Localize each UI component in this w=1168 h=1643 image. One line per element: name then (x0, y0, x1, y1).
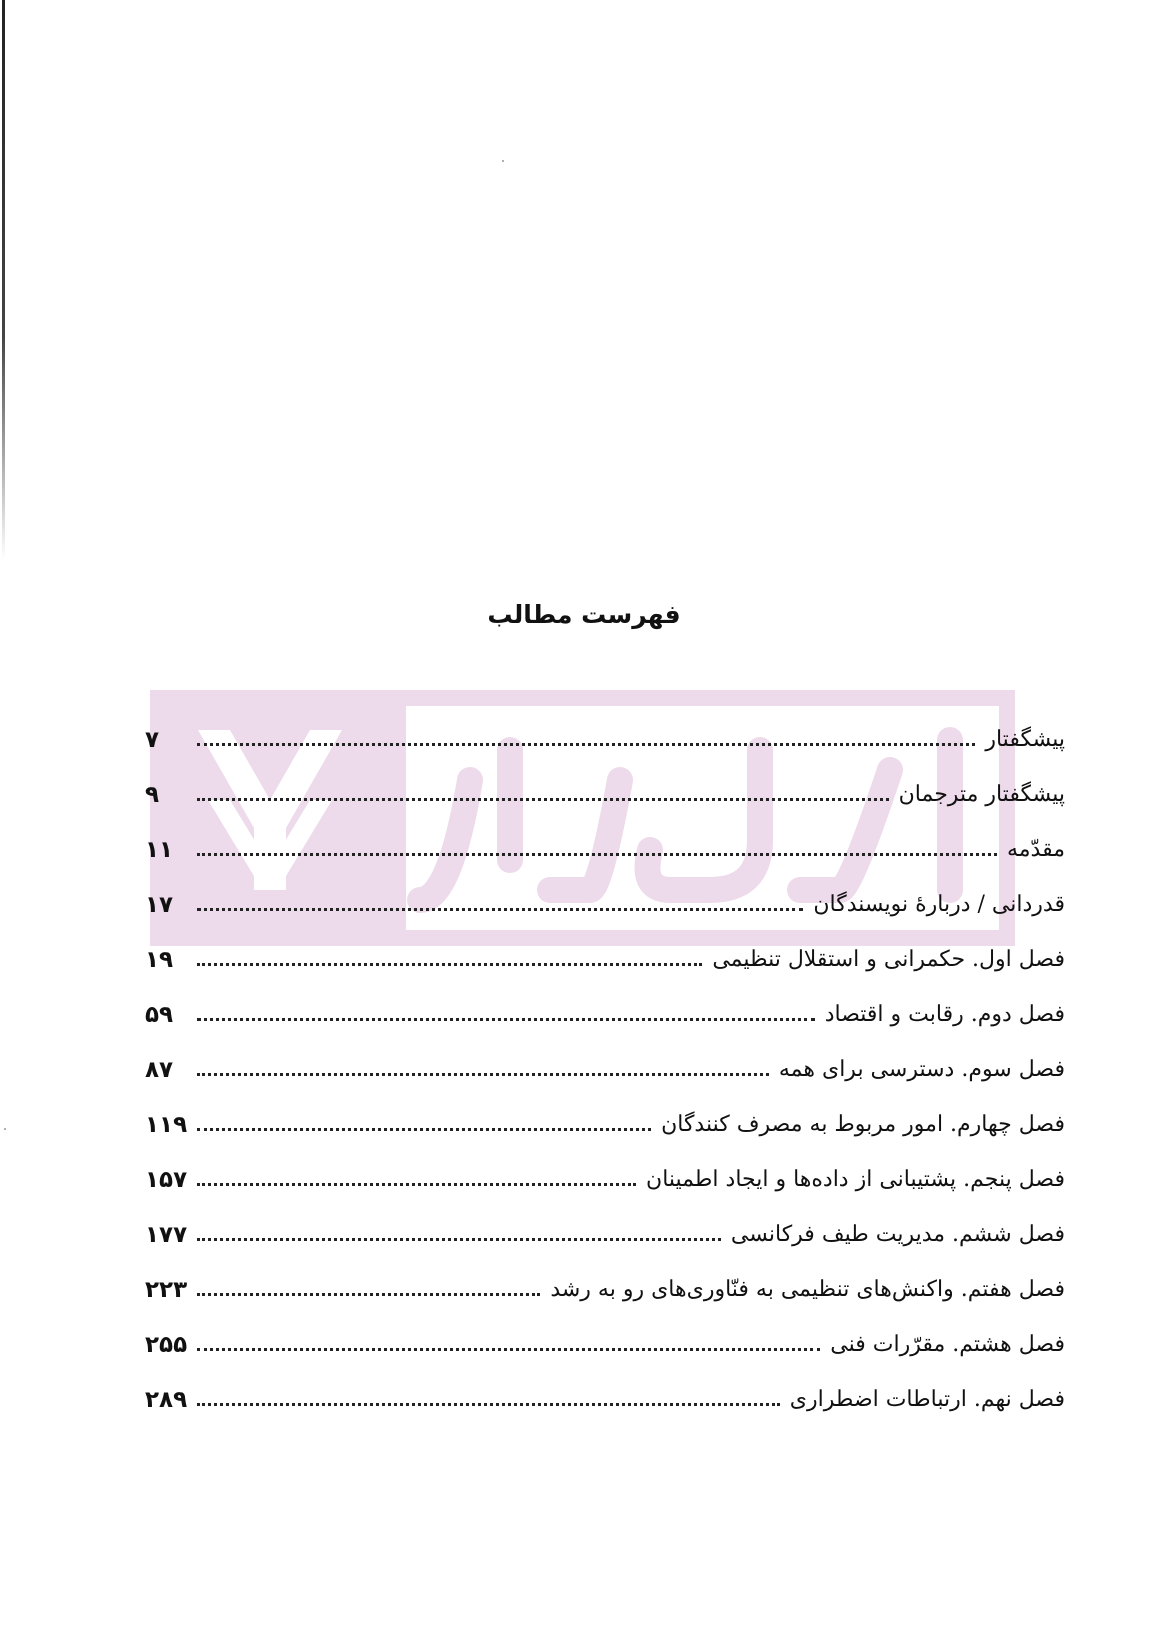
toc-entry-title: فصل اول. حکمرانی و استقلال تنظیمی (712, 947, 1065, 972)
toc-entry (145, 1305, 1065, 1360)
toc-page-number: ۹ (145, 782, 160, 808)
toc-entry-title: فصل نهم. ارتباطات اضطراری (789, 1387, 1065, 1412)
toc-entry (145, 1030, 1065, 1085)
toc-page-number: ۵۹ (145, 1002, 174, 1028)
toc-page-number: ۲۸۹ (145, 1387, 188, 1413)
toc-entry (145, 700, 1065, 755)
toc-dot-leader (197, 1073, 769, 1076)
toc-entry (145, 1250, 1065, 1305)
toc-entry-title: فصل هشتم. مقرّرات فنی (830, 1332, 1065, 1357)
toc-entry-title: مقدّمه (1006, 837, 1065, 862)
toc-entry-title: فصل پنجم. پشتیبانی از داده‌ها و ایجاد اطمینان (646, 1167, 1065, 1192)
toc-dot-leader (197, 963, 702, 966)
toc-entry-title: پیشگفتار مترجمان (898, 782, 1065, 807)
toc-page-number: ۱۹ (145, 947, 174, 973)
toc-dot-leader (197, 1238, 721, 1241)
page-title: فهرست مطالب (487, 600, 681, 629)
toc-page-number: ۱۷۷ (145, 1222, 188, 1248)
toc-entry (145, 810, 1065, 865)
toc-dot-leader (197, 743, 975, 746)
table-of-contents (145, 700, 1065, 1415)
toc-dot-leader (197, 1128, 651, 1131)
toc-dot-leader (197, 1183, 636, 1186)
toc-page-number: ۷ (145, 727, 160, 753)
toc-dot-leader (197, 1018, 815, 1021)
toc-page-number: ۱۵۷ (145, 1167, 188, 1193)
toc-entry-title: فصل دوم. رقابت و اقتصاد (824, 1002, 1065, 1027)
toc-entry (145, 1140, 1065, 1195)
toc-dot-leader (197, 1348, 820, 1351)
toc-entry (145, 1085, 1065, 1140)
toc-entry-title: فصل چهارم. امور مربوط به مصرف کنندگان (661, 1112, 1065, 1137)
toc-entry-title: فصل هفتم. واکنش‌های تنظیمی به فنّاوری‌های رو به رشد (550, 1277, 1065, 1302)
scan-page-edge (2, 0, 5, 560)
toc-entry (145, 920, 1065, 975)
toc-entry-title: فصل سوم. دسترسی برای همه (778, 1057, 1065, 1082)
toc-entry-title: پیشگفتار (985, 727, 1065, 752)
toc-page-number: ۱۷ (145, 892, 174, 918)
toc-dot-leader (197, 1403, 780, 1406)
toc-entry-title: قدردانی / دربارهٔ نویسندگان (813, 892, 1065, 917)
toc-page-number: ۸۷ (145, 1057, 174, 1083)
toc-dot-leader (197, 1293, 540, 1296)
toc-dot-leader (197, 908, 803, 911)
toc-page-number: ۲۵۵ (145, 1332, 188, 1358)
toc-entry (145, 755, 1065, 810)
toc-entry (145, 975, 1065, 1030)
toc-page-number: ۱۱۹ (145, 1112, 188, 1138)
toc-page-number: ۲۲۳ (145, 1277, 188, 1303)
toc-dot-leader (197, 798, 889, 801)
scan-speck (4, 1128, 6, 1130)
toc-page-number: ۱۱ (145, 837, 174, 863)
toc-entry (145, 1195, 1065, 1250)
toc-entry (145, 865, 1065, 920)
toc-dot-leader (197, 853, 997, 856)
scan-speck (502, 160, 504, 162)
toc-entry-title: فصل ششم. مدیریت طیف فرکانسی (730, 1222, 1065, 1247)
toc-entry (145, 1360, 1065, 1415)
